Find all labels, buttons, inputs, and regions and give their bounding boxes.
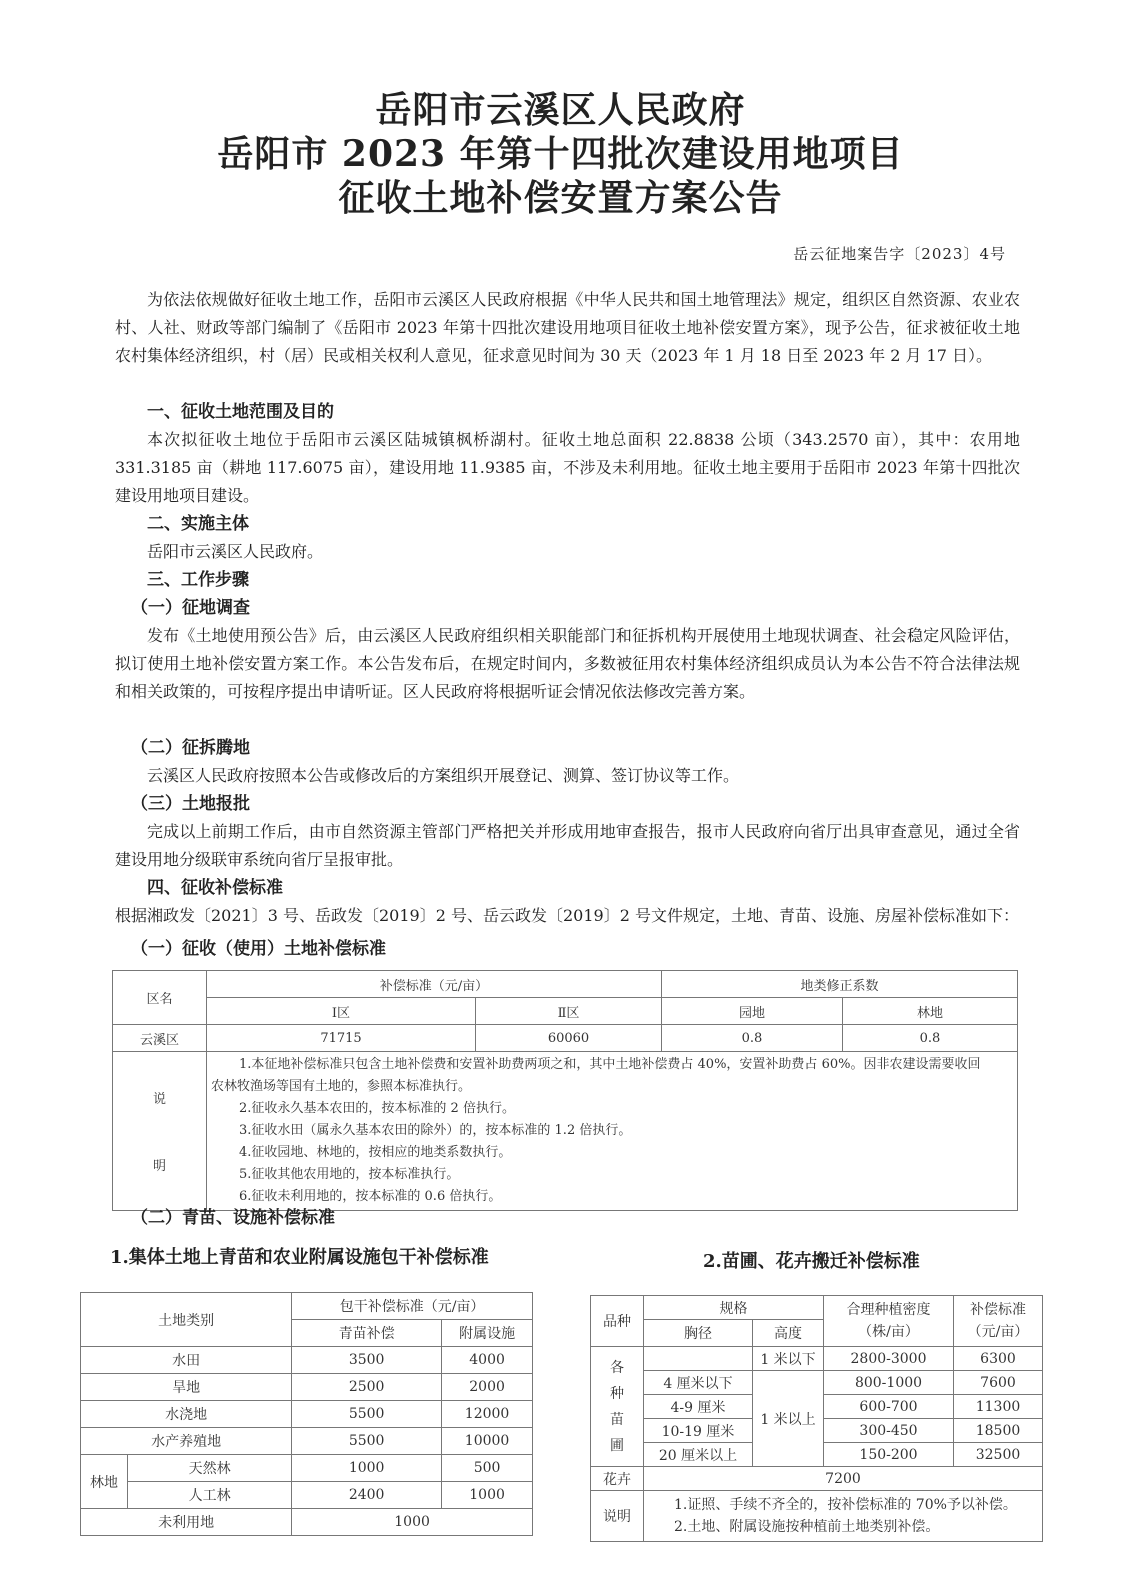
density-cell: 150-200 [824, 1443, 954, 1467]
note-line: 1.证照、手续不齐全的，按补偿标准的 70%予以补偿。 [674, 1497, 1017, 1513]
table-row [81, 1401, 533, 1428]
crop-facility-table [80, 1292, 533, 1536]
header-lump-sum: 包干补偿标准（元/亩） [292, 1293, 533, 1320]
land-type-cell: 水田 [81, 1347, 292, 1374]
header-garden: 园地 [662, 998, 843, 1025]
section-4-body: 根据湘政发〔2021〕3 号、岳政发〔2019〕2 号、岳云政发〔2019〕2 号文件规定，土地、青苗、设施、房屋补偿标准如下： [115, 906, 1019, 925]
header-compensation-line: 补偿标准 [970, 1302, 1026, 1318]
header-height: 高度 [753, 1320, 824, 1347]
note-label-cell [113, 1052, 207, 1211]
land-type-cell: 人工林 [128, 1482, 292, 1509]
garden-cell: 0.8 [662, 1025, 843, 1052]
table-row [591, 1371, 1043, 1395]
land-type-cell: 水产养殖地 [81, 1428, 292, 1455]
compensation-cell: 11300 [954, 1395, 1043, 1419]
facility-cell: 12000 [442, 1401, 533, 1428]
header-land-type: 土地类别 [81, 1293, 292, 1347]
section-4-1-heading: （一）征收（使用）土地补偿标准 [131, 939, 386, 959]
document-number: 岳云征地案告字〔2023〕4号 [793, 245, 1006, 263]
header-coefficient: 地类修正系数 [662, 971, 1018, 998]
zone-2-cell: 60060 [476, 1025, 662, 1052]
facility-cell: 500 [442, 1455, 533, 1482]
note-line: 3.征收水田（属永久基本农田的除外）的，按本标准的 1.2 倍执行。 [239, 1123, 632, 1138]
note-line: 2.征收永久基本农田的，按本标准的 2 倍执行。 [239, 1101, 515, 1116]
crop-cell: 3500 [292, 1347, 442, 1374]
table-row [81, 1482, 533, 1509]
note-label-cell: 说明 [591, 1491, 644, 1542]
notice-title: 征收土地补偿安置方案公告 [338, 177, 783, 219]
table-row [81, 1428, 533, 1455]
table-row [591, 1347, 1043, 1371]
header-compensation-unit: （元/亩） [967, 1324, 1029, 1340]
unused-value-cell: 1000 [292, 1509, 533, 1536]
header-spec: 规格 [644, 1296, 824, 1320]
note-line: 农林牧渔场等国有土地的，参照本标准执行。 [211, 1079, 472, 1094]
header-forest: 林地 [843, 998, 1018, 1025]
section-4-heading: 四、征收补偿标准 [147, 878, 283, 898]
section-2-heading: 二、实施主体 [147, 514, 249, 534]
nursery-group-cell [591, 1347, 644, 1467]
notes-cell [644, 1491, 1043, 1542]
section-3-heading: 三、工作步骤 [147, 570, 249, 590]
note-line: 2.土地、附属设施按种植前土地类别补偿。 [674, 1519, 940, 1535]
header-zone-2: Ⅱ区 [476, 998, 662, 1025]
density-cell: 800-1000 [824, 1371, 954, 1395]
table-row [81, 1455, 533, 1482]
header-compensation [954, 1296, 1043, 1347]
crop-cell: 5500 [292, 1401, 442, 1428]
dbh-cell: 10-19 厘米 [644, 1419, 753, 1443]
section-1-body: 本次拟征收土地位于岳阳市云溪区陆城镇枫桥湖村。征收土地总面积 22.8838 公顷（343.2570 亩），其中：农用地 331.3185 亩（耕地 117.6075 亩），建设用地 11.9385 亩，不涉及未利用地。征收土地主要用于岳阳市 2023 年第十四批次建设用地项目建设。 [115, 430, 1020, 505]
table-row [113, 1025, 1018, 1052]
compensation-cell: 18500 [954, 1419, 1043, 1443]
note-label-2: 明 [152, 1159, 166, 1174]
header-facility: 附属设施 [442, 1320, 533, 1347]
height-cell: 1 米以上 [753, 1371, 824, 1467]
facility-cell: 4000 [442, 1347, 533, 1374]
facility-cell: 1000 [442, 1482, 533, 1509]
header-standard: 补偿标准（元/亩） [207, 971, 662, 998]
compensation-cell: 7600 [954, 1371, 1043, 1395]
nursery-label-char: 苗 [610, 1411, 624, 1428]
land-type-cell: 水浇地 [81, 1401, 292, 1428]
section-1-heading: 一、征收土地范围及目的 [147, 402, 334, 422]
forest-group-cell: 林地 [81, 1455, 128, 1509]
height-cell: 1 米以下 [753, 1347, 824, 1371]
section-3-2-body: 云溪区人民政府按照本公告或修改后的方案组织开展登记、测算、签订协议等工作。 [147, 766, 740, 785]
nursery-label-char: 圃 [610, 1437, 624, 1454]
section-4-2-heading: （二）青苗、设施补偿标准 [131, 1208, 335, 1228]
intro-paragraph: 为依法依规做好征收土地工作，岳阳市云溪区人民政府根据《中华人民共和国土地管理法》规定，组织区自然资源、农业农村、人社、财政等部门编制了《岳阳市 2023 年第十四批次建设用地项目征收土地补偿安置方案》，现予公告，征求被征收土地农村集体经济组织，村（居）民或相关权利人意见，征求意见时间为 30 天（2023 年 1 月 18 日至 2023 年 2 月 17 日）。 [115, 290, 1020, 365]
nursery-table-title: 2.苗圃、花卉搬迁补偿标准 [703, 1251, 920, 1272]
nursery-label-char: 各 [610, 1359, 624, 1376]
compensation-cell: 6300 [954, 1347, 1043, 1371]
note-line: 5.征收其他农用地的，按本标准执行。 [239, 1167, 460, 1182]
flower-label-cell: 花卉 [591, 1467, 644, 1491]
density-cell: 300-450 [824, 1419, 954, 1443]
header-district: 区名 [113, 971, 207, 1025]
crop-cell: 2400 [292, 1482, 442, 1509]
compensation-cell: 32500 [954, 1443, 1043, 1467]
facility-cell: 10000 [442, 1428, 533, 1455]
section-3-1-heading: （一）征地调查 [131, 598, 250, 618]
notes-cell [207, 1052, 1018, 1211]
crop-cell: 5500 [292, 1428, 442, 1455]
crop-cell: 2500 [292, 1374, 442, 1401]
zone-1-cell: 71715 [207, 1025, 476, 1052]
project-title: 岳阳市 2023 年第十四批次建设用地项目 [217, 133, 904, 175]
table-row [81, 1347, 533, 1374]
note-line: 4.征收园地、林地的，按相应的地类系数执行。 [239, 1145, 512, 1160]
section-3-3-body: 完成以上前期工作后，由市自然资源主管部门严格把关并形成用地审查报告，报市人民政府向省厅出具审查意见，通过全省建设用地分级联审系统向省厅呈报审批。 [115, 822, 1020, 869]
section-3-3-heading: （三）土地报批 [131, 794, 250, 814]
table-row [81, 1509, 533, 1536]
land-type-cell: 天然林 [128, 1455, 292, 1482]
header-crop: 青苗补偿 [292, 1320, 442, 1347]
dbh-cell: 4 厘米以下 [644, 1371, 753, 1395]
section-3-1-body: 发布《土地使用预公告》后，由云溪区人民政府组织相关职能部门和征拆机构开展使用土地现状调查、社会稳定风险评估，拟订使用土地补偿安置方案工作。本公告发布后，在规定时间内，多数被征用农村集体经济组织成员认为本公告不符合法律法规和相关政策的，可按程序提出申请听证。区人民政府将根据听证会情况依法修改完善方案。 [115, 626, 1020, 701]
land-type-cell: 旱地 [81, 1374, 292, 1401]
facility-cell: 2000 [442, 1374, 533, 1401]
note-line: 6.征收未利用地的，按本标准的 0.6 倍执行。 [239, 1189, 502, 1204]
density-cell: 600-700 [824, 1395, 954, 1419]
table-row [591, 1467, 1043, 1491]
density-cell: 2800-3000 [824, 1347, 954, 1371]
issuer-title: 岳阳市云溪区人民政府 [375, 89, 746, 131]
table-row [591, 1491, 1043, 1542]
dbh-cell: 20 厘米以上 [644, 1443, 753, 1467]
note-line: 1.本征地补偿标准只包含土地补偿费和安置补助费两项之和，其中土地补偿费占 40%，安置补助费占 60%。因非农建设需要收回 [239, 1057, 981, 1072]
crop-table-title: 1.集体土地上青苗和农业附属设施包干补偿标准 [110, 1247, 489, 1268]
land-type-cell: 未利用地 [81, 1509, 292, 1536]
header-density-line: 合理种植密度 [846, 1302, 931, 1318]
nursery-label-char: 种 [610, 1385, 624, 1402]
header-zone-1: Ⅰ区 [207, 998, 476, 1025]
nursery-table [590, 1295, 1043, 1542]
dbh-cell: 4-9 厘米 [644, 1395, 753, 1419]
note-label-1: 说 [152, 1092, 166, 1107]
section-2-body: 岳阳市云溪区人民政府。 [147, 542, 324, 561]
crop-cell: 1000 [292, 1455, 442, 1482]
flower-value-cell: 7200 [644, 1467, 1043, 1491]
land-compensation-table [112, 970, 1018, 1211]
forest-cell: 0.8 [843, 1025, 1018, 1052]
table-row [81, 1374, 533, 1401]
district-cell: 云溪区 [113, 1025, 207, 1052]
header-variety: 品种 [591, 1296, 644, 1347]
dbh-cell [644, 1347, 753, 1371]
section-3-2-heading: （二）征拆腾地 [131, 738, 250, 758]
header-density [824, 1296, 954, 1347]
header-density-unit: （株/亩） [858, 1324, 919, 1340]
header-dbh: 胸径 [644, 1320, 753, 1347]
